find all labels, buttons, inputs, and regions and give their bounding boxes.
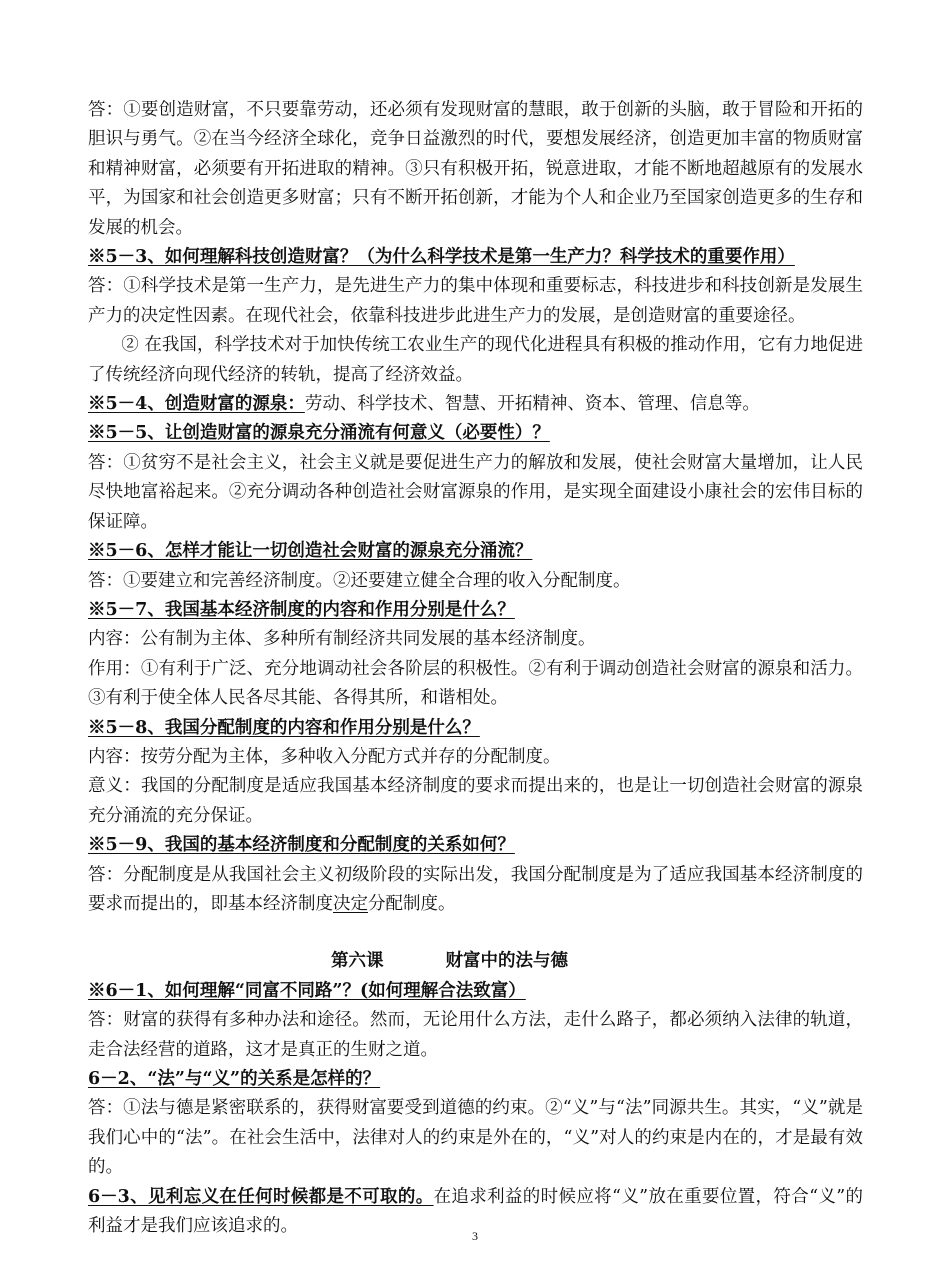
question-paragraph [88,243,863,272]
body-text: 作用：①有利于广泛、充分地调动社会各阶层的积极性。②有利于调动创造社会财富的源泉和活力。③有利于使全体人民各尽其能、各得其所，和谐相处。 [88,658,863,709]
question-heading: ※5－4、创造财富的源泉： [88,394,305,415]
page-number: 3 [472,1229,478,1243]
answer-paragraph [88,272,863,331]
question-heading: 6－3、见利忘义在任何时候都是不可取的。 [88,1186,434,1207]
underlined-text: 决定 [333,893,368,914]
answer-paragraph [88,96,863,243]
question-paragraph [88,831,863,860]
answer-paragraph [88,1094,863,1182]
question-heading: ※5－7、我国基本经济制度的内容和作用分别是什么？ [88,599,515,620]
body-text: 答：财富的获得有多种办法和途径。然而，无论用什么方法，走什么路子，都必须纳入法律的轨道，走合法经营的道路，这才是真正的生财之道。 [88,1010,863,1060]
answer-paragraph [88,331,863,390]
body-text: 答：①要创造财富，不只要靠劳动，还必须有发现财富的慧眼，敢于创新的头脑，敢于冒险和开拓的胆识与勇气。②在当今经济全球化，竞争日益激烈的时代，要想发展经济，创造更加丰富的物质财富和精神财富，必须要有开拓进取的精神。③只有积极开拓，锐意进取，才能不断地超越原有的发展水平，为国家和社会创造更多财富；只有不断开拓创新，才能为个人和企业乃至国家创造更多的生存和发展的机会。 [88,100,863,238]
question-paragraph [88,714,863,743]
question-paragraph [88,419,863,448]
question-heading: ※5－3、如何理解科技创造财富？（为什么科学技术是第一生产力？科学技术的重要作用） [88,247,795,268]
question-heading: ※5－6、怎样才能让一切创造社会财富的源泉充分涌流？ [88,541,533,562]
body-text: 答：①科学技术是第一生产力，是先进生产力的集中体现和重要标志，科技进步和科技创新是发展生产力的决定性因素。在现代社会，依靠科技进步此进生产力的发展，是创造财富的重要途径。 [88,276,863,326]
lesson-title: 财富中的法与德 [445,951,568,972]
answer-paragraph [88,861,863,920]
body-text: 劳动、科学技术、智慧、开拓精神、资本、管理、信息等。 [304,394,760,415]
body-text: 意义：我国的分配制度是适应我国基本经济制度的要求而提出来的，也是让一切创造社会财富的源泉充分涌流的充分保证。 [88,776,863,826]
body-text: 分配制度。 [368,893,456,914]
question-paragraph [88,596,863,625]
answer-paragraph [88,655,863,714]
answer-paragraph [88,772,863,831]
document-body [88,96,863,1241]
question-paragraph [88,977,863,1006]
answer-paragraph [88,1006,863,1065]
body-text: 内容：公有制为主体、多种所有制经济共同发展的基本经济制度。 [88,629,596,650]
question-paragraph [88,1065,863,1094]
answer-paragraph [88,743,863,772]
body-text: 答：分配制度是从我国社会主义初级阶段的实际出发，我国分配制度是为了适应我国基本经济制度的要求而提出的，即基本经济制度 [88,864,863,914]
answer-paragraph [88,449,863,537]
section-title [88,947,863,976]
question-heading: ※5－9、我国的基本经济制度和分配制度的关系如何？ [88,835,515,856]
question-paragraph [88,390,863,419]
answer-paragraph [88,625,863,654]
question-paragraph [88,537,863,566]
question-heading: ※6－1、如何理解“同富不同路”？(如何理解合法致富） [88,980,526,1001]
question-heading: ※5－8、我国分配制度的内容和作用分别是什么？ [88,717,480,738]
body-text: 答：①贫穷不是社会主义，社会主义就是要促进生产力的解放和发展，使社会财富大量增加，让人民尽快地富裕起来。②充分调动各种创造社会财富源泉的作用，是实现全面建设小康社会的宏伟目标的保证障。 [88,452,863,532]
body-text: 答：①要建立和完善经济制度。②还要建立健全合理的收入分配制度。 [88,570,631,591]
lesson-number: 第六课 [331,951,384,972]
body-text: 在追求利益的时候应将“义”放在重要位置，符合“义”的利益才是我们应该追求的。 [88,1186,863,1237]
question-heading: ※5－5、让创造财富的源泉充分涌流有何意义（必要性）？ [88,423,550,444]
answer-paragraph [88,567,863,596]
section-spacer [88,919,863,947]
body-text: 答：①法与德是紧密联系的，获得财富要受到道德的约束。②“义”与“法”同源共生。其实，“义”就是我们心中的“法”。在社会生活中，法律对人的约束是外在的，“义”对人的约束是内在的，才是最有效的。 [88,1098,863,1178]
question-heading: 6－2、“法”与“义”的关系是怎样的？ [88,1069,381,1089]
body-text: 内容：按劳分配为主体，多种收入分配方式并存的分配制度。 [88,746,561,767]
body-text: ② 在我国，科学技术对于加快传统工农业生产的现代化进程具有积极的推动作用，它有力地促进了传统经济向现代经济的转轨，提高了经济效益。 [88,335,863,385]
